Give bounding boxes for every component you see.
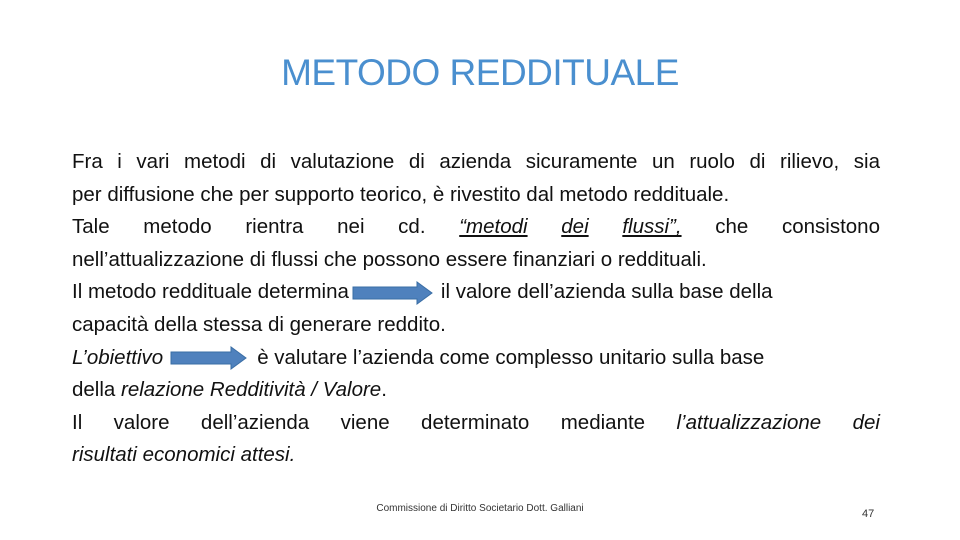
p2-metodi: “metodi <box>459 215 528 239</box>
paragraph-2 <box>72 211 880 276</box>
p4-text-c: della <box>72 378 116 402</box>
right-arrow-icon <box>349 282 441 304</box>
p2-flussi: flussi”, <box>622 215 682 239</box>
p2-line2: nell’attualizzazione di flussi che possono essere finanziari o reddituali. <box>72 247 707 271</box>
p4-line2 <box>72 374 880 407</box>
p4-line1 <box>72 342 880 375</box>
p5-line2: risultati economici attesi. <box>72 443 296 467</box>
page-number: 47 <box>862 508 875 520</box>
p3-text-b: il valore dell’azienda sulla base della <box>440 280 773 304</box>
p4-text-e: . <box>381 378 387 402</box>
paragraph-1 <box>72 146 880 211</box>
paragraph-4 <box>72 342 880 407</box>
p2-dei: dei <box>561 215 589 239</box>
p4-relazione: relazione Redditività / Valore <box>121 378 382 402</box>
p3-line1 <box>72 276 880 309</box>
p3-line2: capacità della stessa di generare reddito. <box>72 312 446 336</box>
paragraph-3 <box>72 276 880 341</box>
p4-obiettivo: L’obiettivo <box>72 345 164 369</box>
paragraph-5 <box>72 407 880 472</box>
p1-line2: per diffusione che per supporto teorico, è rivestito dal metodo reddituale. <box>72 182 730 206</box>
p2-text-a: Tale metodo rientra nei cd. <box>72 215 426 239</box>
slide-title: METODO REDDITUALE <box>281 52 679 93</box>
slide-footer: Commissione di Diritto Societario Dott. Galliani <box>376 503 584 514</box>
right-arrow-icon <box>163 347 257 369</box>
p1-line1: Fra i vari metodi di valutazione di azienda sicuramente un ruolo di rilievo, sia <box>72 150 880 173</box>
p5-attualizzazione: l’attualizzazione dei <box>676 410 880 434</box>
p4-text-b: è valutare l’azienda come complesso unitario sulla base <box>257 345 765 369</box>
p2-line1 <box>72 211 880 244</box>
p2-text-e: che consistono <box>715 215 880 239</box>
p5-text-a: Il valore dell’azienda viene determinato mediante <box>72 410 646 434</box>
slide-body <box>72 146 880 472</box>
p5-line1 <box>72 407 880 440</box>
p3-text-a: Il metodo reddituale determina <box>72 280 349 304</box>
